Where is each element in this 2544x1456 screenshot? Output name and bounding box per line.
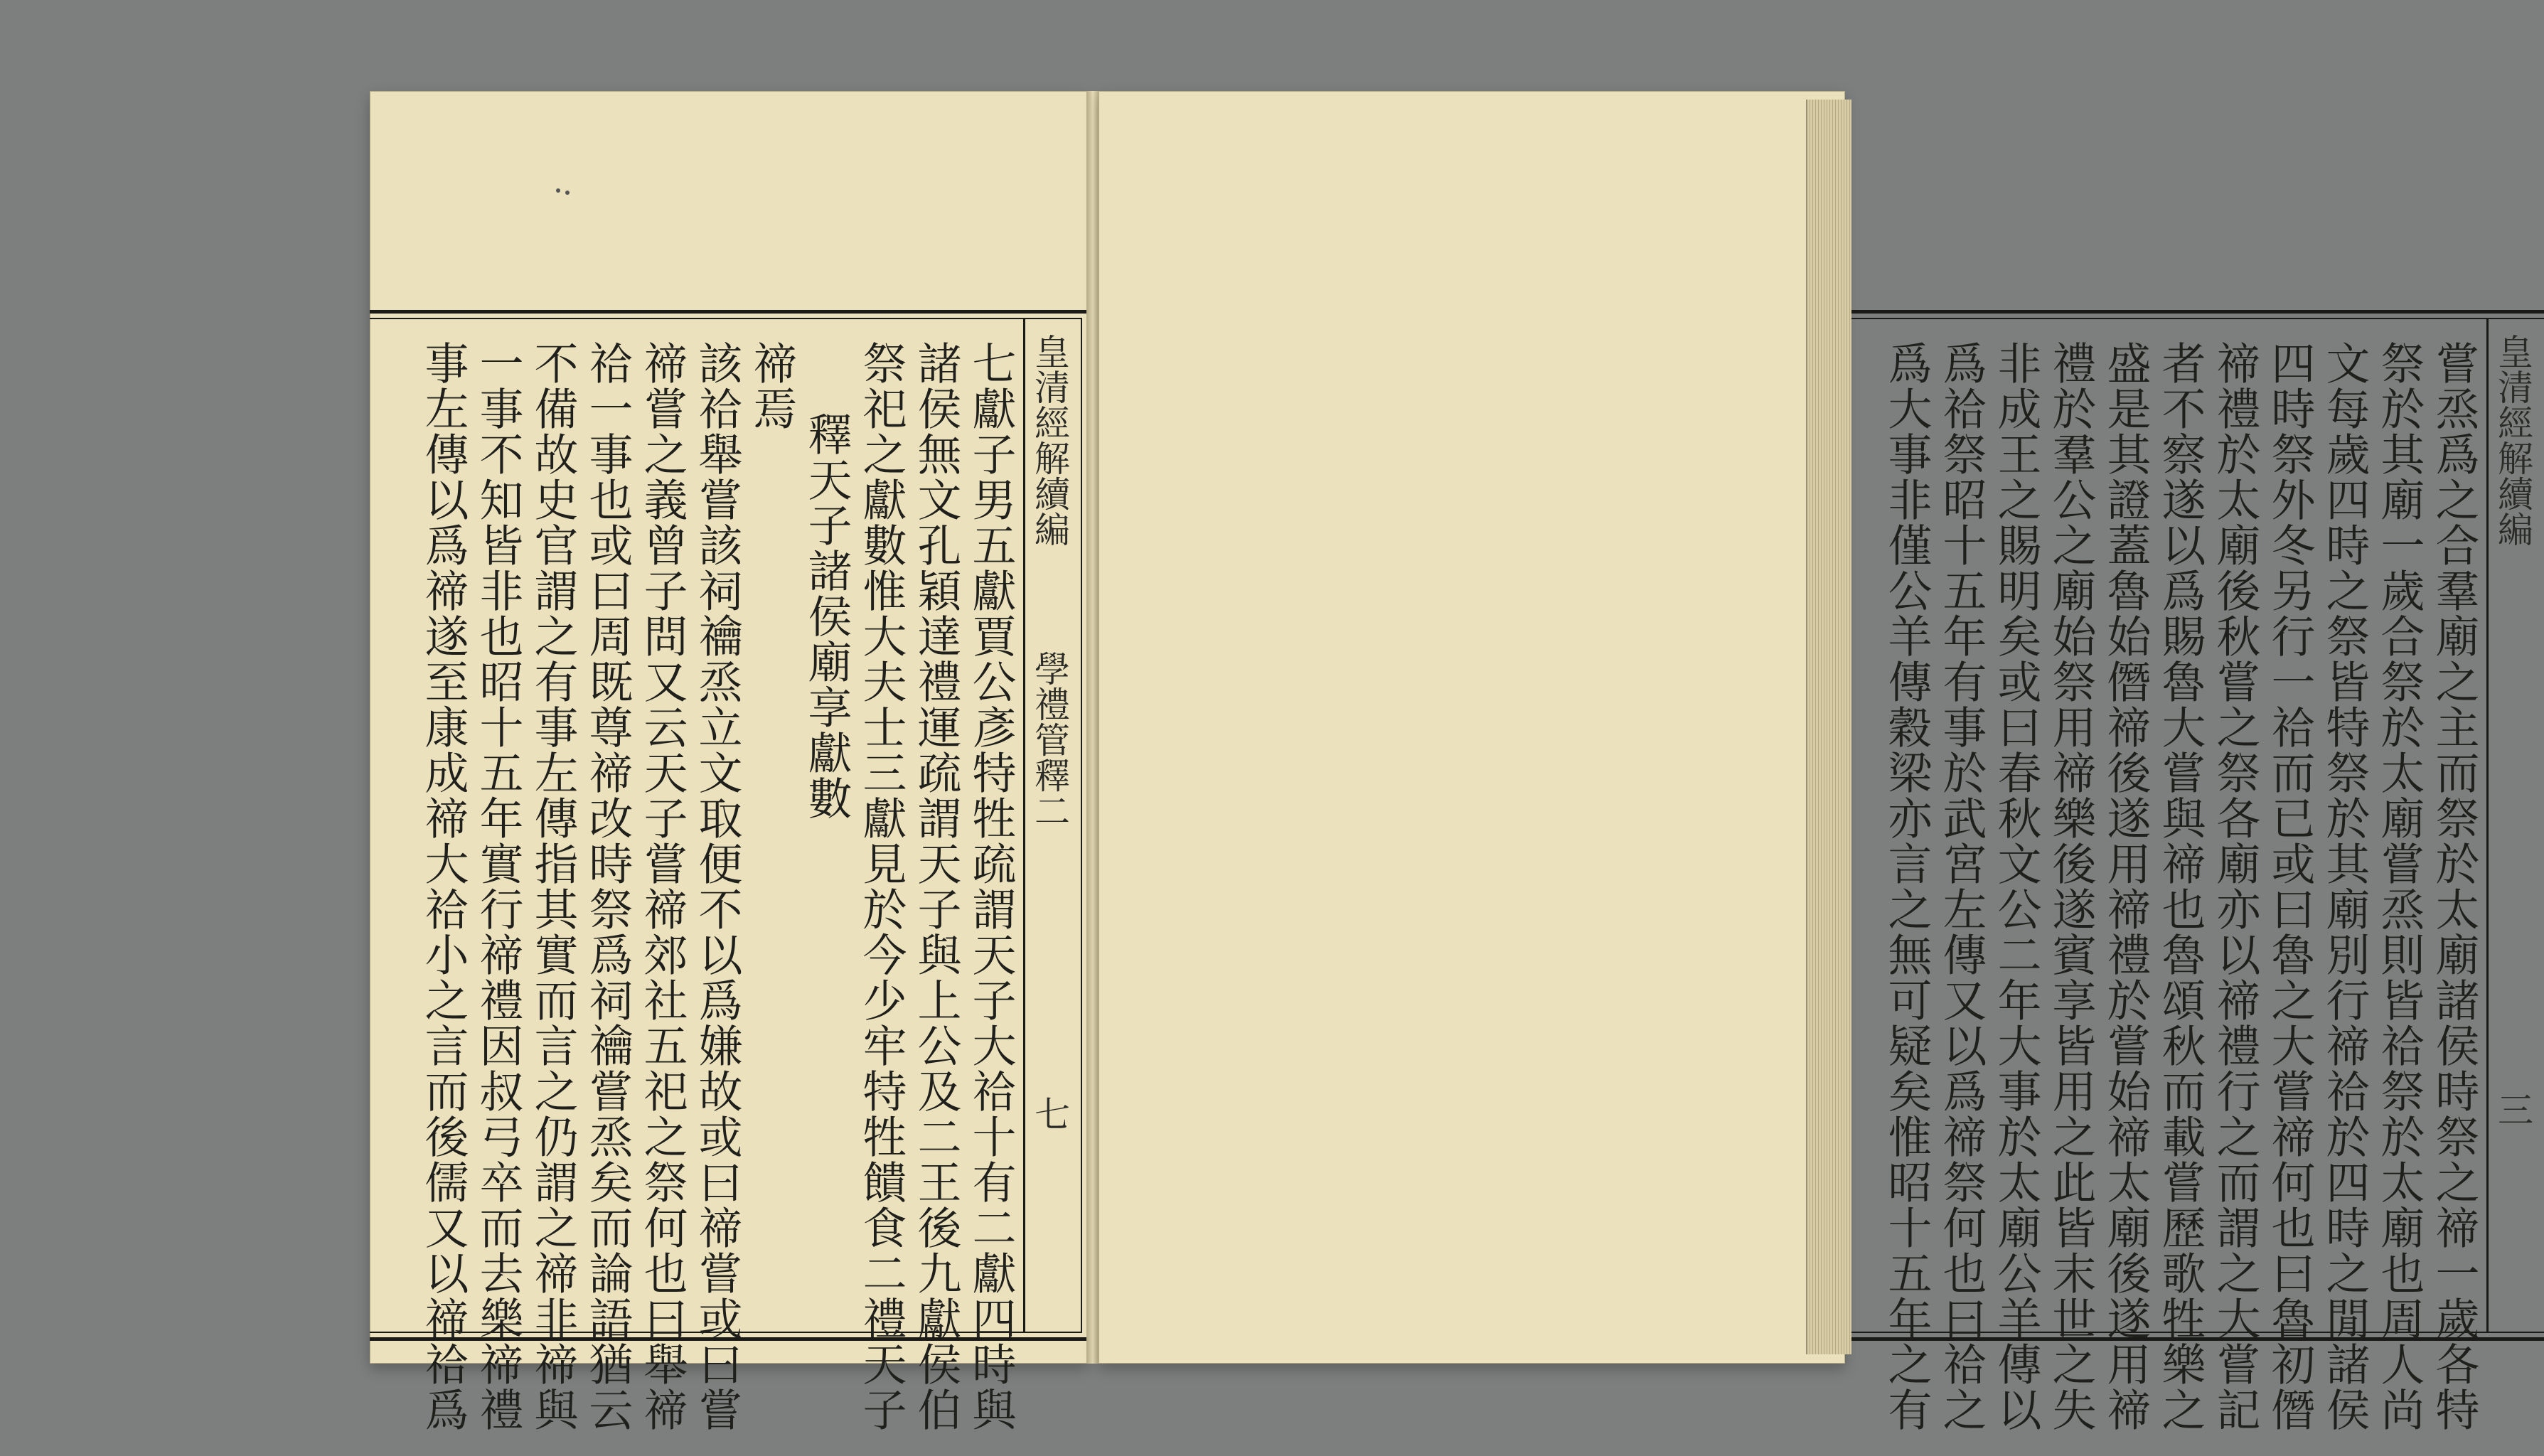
right-inner-border [1839, 318, 2544, 1433]
right-text-column: 嘗烝爲之合羣廟之主而祭於太廟諸侯時祭之禘一歲各特 [2428, 341, 2480, 1433]
left-inner-border [370, 318, 1082, 1433]
ink-speck [556, 188, 560, 193]
left-margin-section: 學禮管釋二 [1029, 651, 1070, 828]
right-text-column: 四時祭外冬另行一祫而已或曰魯之大嘗禘何也曰魯初僭 [2264, 341, 2316, 1433]
left-margin-title: 皇清經解續編 [1029, 333, 1070, 547]
right-text-column: 祭於其廟一歲合祭於太廟嘗烝則皆祫祭於太廟也周人尚 [2373, 341, 2425, 1433]
right-text-column: 非成王之賜明矣或曰春秋文公二年大事於太廟公羊傳以 [1990, 341, 2042, 1433]
open-book [370, 91, 2533, 1433]
left-heading-column: 釋天子諸侯廟享獻數 [801, 412, 853, 821]
left-margin-separator [1023, 319, 1025, 1332]
left-text-column: 該祫舉嘗該祠禴烝立文取便不以爲嫌故或曰禘嘗或曰嘗 [691, 341, 743, 1433]
right-text-column: 爲大事非僅公羊傳穀梁亦言之無可疑矣惟昭十五年之有 [1881, 341, 1933, 1433]
left-text-column: 一事不知皆非也昭十五年實行禘禮因叔弓卒而去樂禘禮 [472, 341, 524, 1433]
left-page [370, 91, 1088, 1433]
right-text-frame [1829, 310, 2544, 1433]
left-text-column: 七獻子男五獻賈公彥特牲疏謂天子大祫十有二獻四時與 [965, 341, 1017, 1433]
left-margin-folio: 七 [1029, 1096, 1070, 1131]
left-text-column: 禘焉 [746, 341, 798, 432]
right-text-column: 爲祫祭昭十五年有事於武宮左傳又以爲禘祭何也曰祫之 [1935, 341, 1987, 1433]
right-margin-title: 皇清經解續編 [2492, 333, 2533, 547]
left-text-column: 禘嘗之義曾子問又云天子嘗禘郊社五祀之祭何也曰舉禘 [636, 341, 688, 1433]
right-margin-separator [2486, 319, 2489, 1332]
right-margin-folio: 三 [2492, 1091, 2533, 1127]
ink-speck [565, 191, 570, 195]
left-text-column: 祫一事也或曰周既尊禘改時祭爲祠禴嘗烝矣而論語猶云 [582, 341, 634, 1433]
page-block-edges [1806, 100, 1851, 1354]
right-text-column: 盛是其證蓋魯始僭禘後遂用禘禮於嘗始禘太廟後遂用禘 [2100, 341, 2152, 1433]
right-margin-column [2489, 333, 2538, 1317]
right-text-column: 禘禮於太廟後秋嘗之祭各廟亦以禘禮行之而謂之大嘗記 [2209, 341, 2261, 1433]
right-text-column: 文每歲四時之祭皆特祭於其廟別行禘祫於四時之閒諸侯 [2319, 341, 2371, 1433]
left-text-column: 祭祀之獻數惟大夫士三獻見於今少牢特牲饋食二禮天子 [855, 341, 907, 1433]
left-text-column: 不備故史官謂之有事左傳指其實而言之仍謂之禘非禘與 [527, 341, 579, 1433]
left-margin-column [1025, 333, 1075, 1317]
right-text-column: 禮於羣公之廟始祭用禘樂後遂賓享皆用之此皆末世之失 [2045, 341, 2097, 1433]
right-page [1099, 91, 2533, 1433]
right-text-column: 者不察遂以爲賜魯大嘗與禘也魯頌秋而載嘗歷歌牲樂之 [2154, 341, 2206, 1433]
left-text-column: 事左傳以爲禘遂至康成禘大祫小之言而後儒又以禘祫爲 [417, 341, 469, 1433]
left-text-frame [370, 310, 1091, 1433]
left-text-column: 諸侯無文孔穎達禮運疏謂天子與上公及二王後九獻侯伯 [910, 341, 962, 1433]
